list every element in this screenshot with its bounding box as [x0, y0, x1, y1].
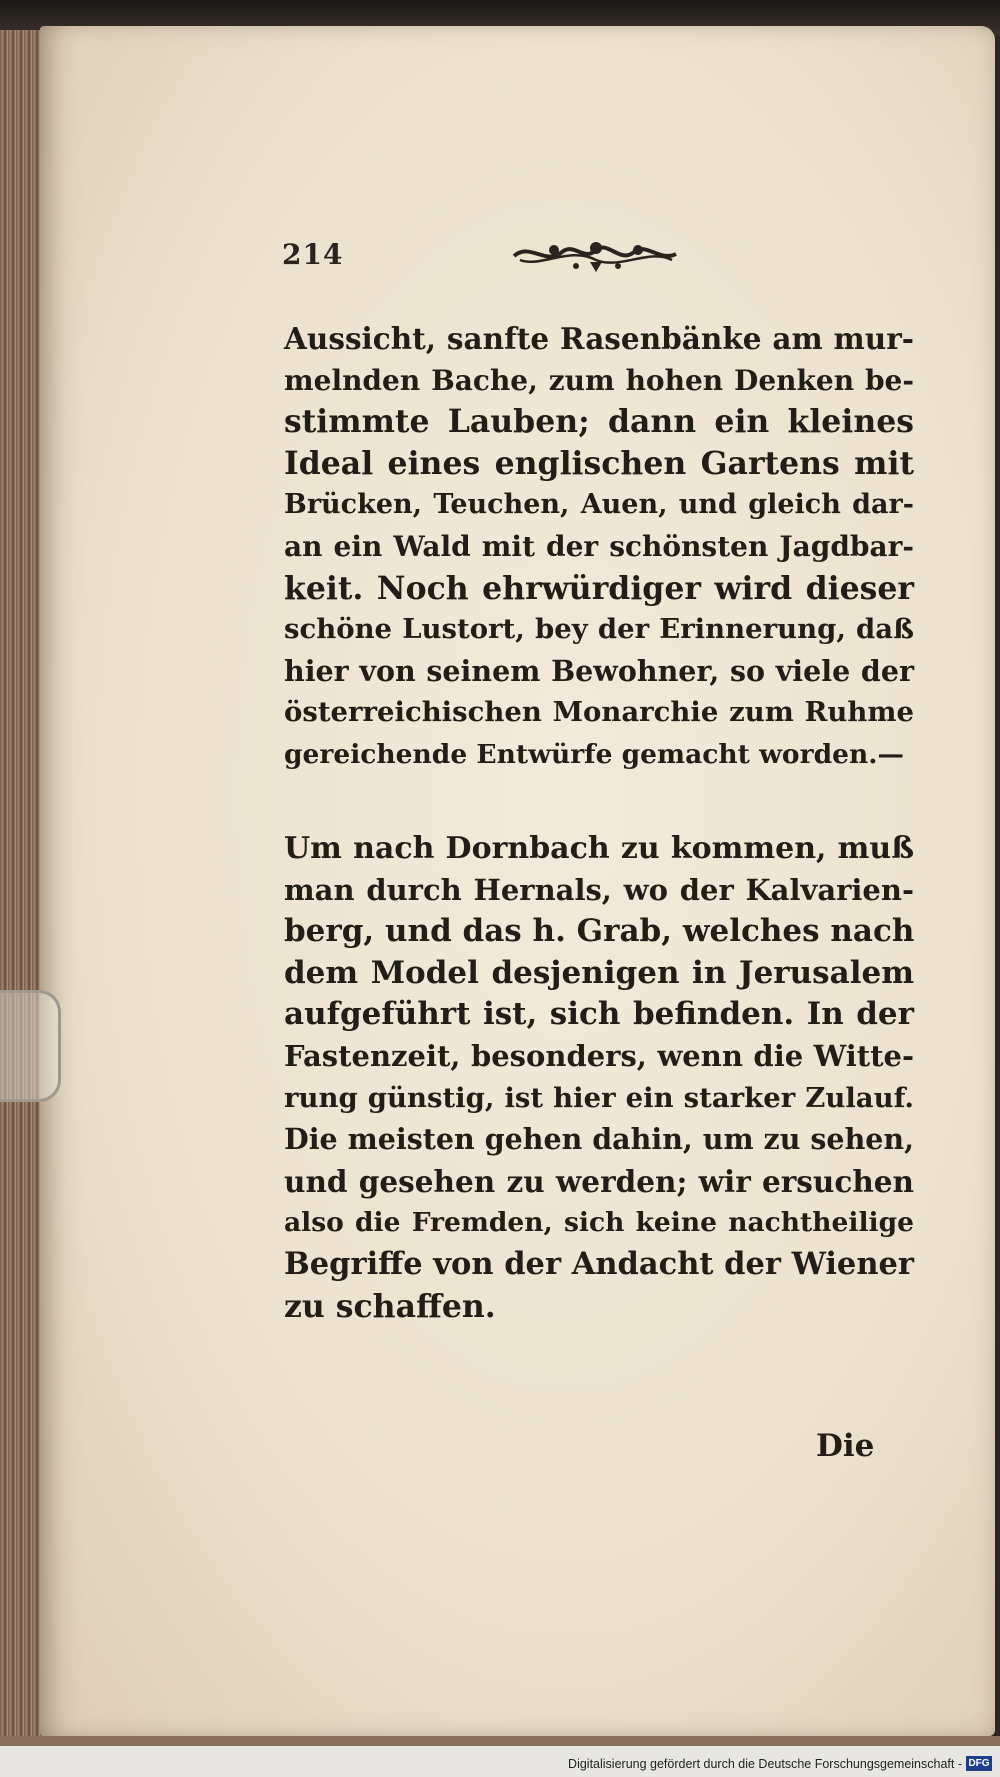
text-line: Brücken, Teuchen, Auen, und gleich dar- — [284, 489, 914, 521]
ornament-divider — [510, 232, 680, 276]
text-line: österreichischen Monarchie zum Ruhme — [284, 696, 914, 729]
page-number: 214 — [282, 238, 344, 271]
text-line: Um nach Dornbach zu kommen, muß — [284, 831, 914, 866]
text-line: melnden Bache, zum hohen Denken be- — [284, 363, 914, 397]
text-line: man durch Hernals, wo der Kalvarien- — [284, 872, 914, 907]
text-line: Die meisten gehen dahin, um zu sehen, — [284, 1122, 915, 1157]
text-line: hier von seinem Bewohner, so viele der — [284, 653, 914, 688]
text-line: also die Fremden, sich keine nachtheilige — [284, 1207, 914, 1239]
text-line: gereichende Entwürfe gemacht worden.— — [284, 738, 904, 770]
text-line: berg, und das h. Grab, welches nach — [284, 913, 915, 950]
text-line: Begriffe von der Andacht der Wiener — [284, 1245, 914, 1282]
text-line: stimmte Lauben; dann ein kleines — [284, 403, 914, 441]
text-line: und gesehen zu werden; wir ersuchen — [284, 1163, 914, 1199]
text-line: Fastenzeit, besonders, wenn die Witte- — [284, 1038, 914, 1073]
text-line: rung günstig, ist hier ein starker Zulauf. — [284, 1081, 914, 1114]
text-line: Ideal eines englischen Gartens mit — [284, 444, 914, 482]
page-clip — [0, 990, 61, 1102]
text-line: aufgeführt ist, sich befinden. In der — [284, 996, 914, 1033]
text-line: schöne Lustort, bey der Erinnerung, daß — [284, 613, 914, 646]
text-line: dem Model desjenigen in Jerusalem — [284, 954, 914, 991]
text-line: zu schaffen. — [284, 1287, 496, 1325]
paragraph-2 — [284, 828, 914, 1327]
text-line: Aussicht, sanfte Rasenbänke am mur- — [284, 321, 914, 356]
page-bottom-edge — [0, 1736, 1000, 1746]
paragraph-1 — [284, 318, 914, 776]
footer-credit: Digitalisierung gefördert durch die Deutsche Forschungsgemeinschaft - — [568, 1757, 962, 1771]
catchword: Die — [816, 1428, 875, 1464]
text-line: an ein Wald mit der schönsten Jagdbar- — [284, 529, 914, 563]
dfg-logo: DFG — [966, 1756, 992, 1771]
text-line: keit. Noch ehrwürdiger wird dieser — [284, 569, 914, 607]
